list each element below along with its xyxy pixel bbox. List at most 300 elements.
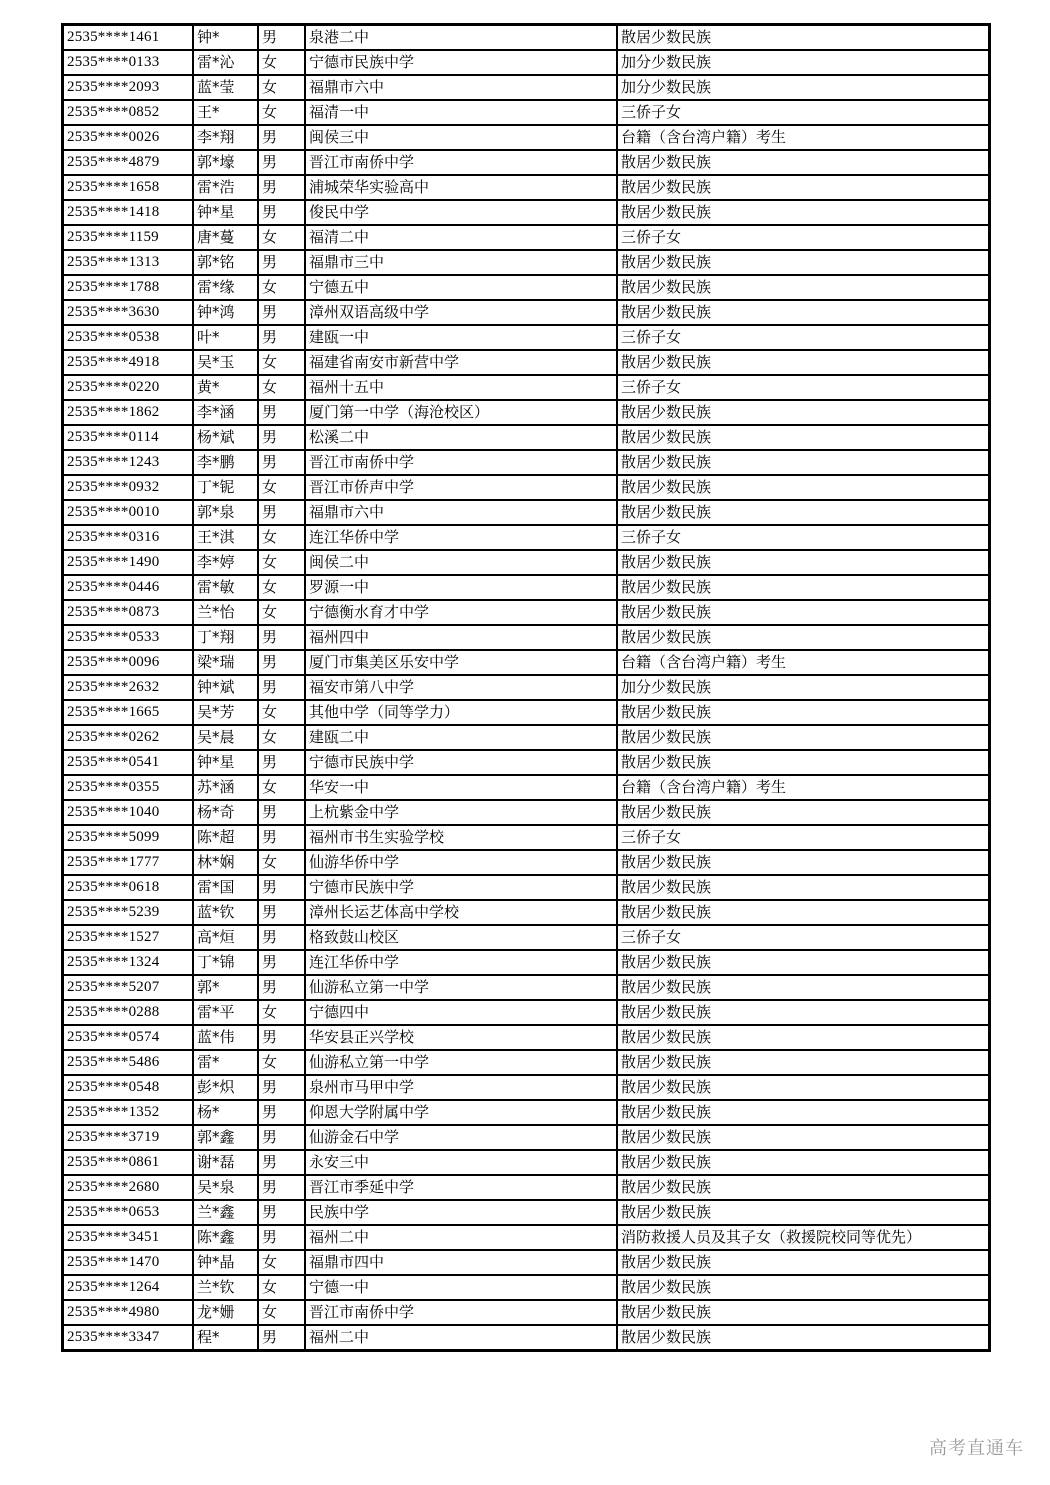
- gender-cell: 女: [258, 550, 305, 575]
- exam-id-cell: 2535****1658: [63, 175, 194, 200]
- table-row: [63, 1325, 990, 1351]
- school-cell: 福鼎市六中: [305, 75, 617, 100]
- exam-id-cell: 2535****3630: [63, 300, 194, 325]
- name-cell: 丁*翔: [193, 625, 258, 650]
- gender-cell: 女: [258, 1250, 305, 1275]
- school-cell: 浦城荣华实验高中: [305, 175, 617, 200]
- gender-cell: 男: [258, 500, 305, 525]
- name-cell: 叶*: [193, 325, 258, 350]
- school-cell: 宁德五中: [305, 275, 617, 300]
- table-row: [63, 50, 990, 75]
- school-cell: 福鼎市六中: [305, 500, 617, 525]
- category-cell: 散居少数民族: [617, 450, 990, 475]
- category-cell: 台籍（含台湾户籍）考生: [617, 775, 990, 800]
- category-cell: 散居少数民族: [617, 1100, 990, 1125]
- category-cell: 三侨子女: [617, 925, 990, 950]
- name-cell: 黄*: [193, 375, 258, 400]
- exam-id-cell: 2535****1665: [63, 700, 194, 725]
- exam-id-cell: 2535****3451: [63, 1225, 194, 1250]
- category-cell: 加分少数民族: [617, 50, 990, 75]
- name-cell: 陈*超: [193, 825, 258, 850]
- table-row: [63, 25, 990, 51]
- category-cell: 散居少数民族: [617, 875, 990, 900]
- name-cell: 丁*铌: [193, 475, 258, 500]
- name-cell: 雷*浩: [193, 175, 258, 200]
- gender-cell: 女: [258, 725, 305, 750]
- exam-id-cell: 2535****1527: [63, 925, 194, 950]
- gender-cell: 女: [258, 475, 305, 500]
- name-cell: 郭*泉: [193, 500, 258, 525]
- school-cell: 上杭紫金中学: [305, 800, 617, 825]
- category-cell: 散居少数民族: [617, 250, 990, 275]
- gender-cell: 男: [258, 25, 305, 51]
- school-cell: 福建省南安市新营中学: [305, 350, 617, 375]
- category-cell: 散居少数民族: [617, 750, 990, 775]
- category-cell: 散居少数民族: [617, 900, 990, 925]
- table-row: [63, 775, 990, 800]
- name-cell: 雷*: [193, 1050, 258, 1075]
- name-cell: 高*烜: [193, 925, 258, 950]
- category-cell: 散居少数民族: [617, 1000, 990, 1025]
- gender-cell: 男: [258, 1175, 305, 1200]
- exam-id-cell: 2535****0114: [63, 425, 194, 450]
- exam-id-cell: 2535****0861: [63, 1150, 194, 1175]
- exam-id-cell: 2535****5486: [63, 1050, 194, 1075]
- gender-cell: 男: [258, 650, 305, 675]
- name-cell: 陈*鑫: [193, 1225, 258, 1250]
- exam-id-cell: 2535****1264: [63, 1275, 194, 1300]
- exam-id-cell: 2535****2093: [63, 75, 194, 100]
- table-row: [63, 925, 990, 950]
- table-row: [63, 550, 990, 575]
- category-cell: 散居少数民族: [617, 625, 990, 650]
- table-row: [63, 1075, 990, 1100]
- name-cell: 兰*钦: [193, 1275, 258, 1300]
- school-cell: 仙游私立第一中学: [305, 1050, 617, 1075]
- table-row: [63, 525, 990, 550]
- table-row: [63, 600, 990, 625]
- exam-id-cell: 2535****0133: [63, 50, 194, 75]
- school-cell: 宁德市民族中学: [305, 750, 617, 775]
- name-cell: 杨*: [193, 1100, 258, 1125]
- gender-cell: 男: [258, 800, 305, 825]
- name-cell: 吴*泉: [193, 1175, 258, 1200]
- school-cell: 格致鼓山校区: [305, 925, 617, 950]
- table-row: [63, 375, 990, 400]
- exam-id-cell: 2535****1040: [63, 800, 194, 825]
- table-row: [63, 200, 990, 225]
- category-cell: 散居少数民族: [617, 850, 990, 875]
- exam-id-cell: 2535****5239: [63, 900, 194, 925]
- name-cell: 林*娴: [193, 850, 258, 875]
- gender-cell: 男: [258, 1125, 305, 1150]
- table-row: [63, 75, 990, 100]
- school-cell: 晋江市侨声中学: [305, 475, 617, 500]
- school-cell: 晋江市南侨中学: [305, 450, 617, 475]
- name-cell: 兰*怡: [193, 600, 258, 625]
- name-cell: 谢*磊: [193, 1150, 258, 1175]
- table-row: [63, 725, 990, 750]
- name-cell: 雷*沁: [193, 50, 258, 75]
- school-cell: 华安一中: [305, 775, 617, 800]
- gender-cell: 男: [258, 450, 305, 475]
- table-row: [63, 125, 990, 150]
- category-cell: 散居少数民族: [617, 1025, 990, 1050]
- category-cell: 散居少数民族: [617, 1075, 990, 1100]
- table-row: [63, 1275, 990, 1300]
- name-cell: 兰*鑫: [193, 1200, 258, 1225]
- category-cell: 散居少数民族: [617, 475, 990, 500]
- table-row: [63, 100, 990, 125]
- name-cell: 郭*鑫: [193, 1125, 258, 1150]
- exam-id-cell: 2535****0096: [63, 650, 194, 675]
- category-cell: 散居少数民族: [617, 975, 990, 1000]
- category-cell: 散居少数民族: [617, 150, 990, 175]
- exam-id-cell: 2535****0288: [63, 1000, 194, 1025]
- gender-cell: 男: [258, 1100, 305, 1125]
- category-cell: 散居少数民族: [617, 950, 990, 975]
- name-cell: 丁*锦: [193, 950, 258, 975]
- category-cell: 散居少数民族: [617, 500, 990, 525]
- name-cell: 蓝*莹: [193, 75, 258, 100]
- name-cell: 吴*芳: [193, 700, 258, 725]
- exam-id-cell: 2535****1490: [63, 550, 194, 575]
- student-list-table: [61, 23, 991, 1352]
- school-cell: 建瓯二中: [305, 725, 617, 750]
- name-cell: 李*翔: [193, 125, 258, 150]
- gender-cell: 男: [258, 125, 305, 150]
- exam-id-cell: 2535****2632: [63, 675, 194, 700]
- school-cell: 福州十五中: [305, 375, 617, 400]
- category-cell: 散居少数民族: [617, 25, 990, 51]
- table-row: [63, 450, 990, 475]
- table-row: [63, 250, 990, 275]
- gender-cell: 女: [258, 1300, 305, 1325]
- school-cell: 福鼎市四中: [305, 1250, 617, 1275]
- school-cell: 福鼎市三中: [305, 250, 617, 275]
- table-row: [63, 1025, 990, 1050]
- table-row: [63, 1100, 990, 1125]
- gender-cell: 男: [258, 425, 305, 450]
- gender-cell: 女: [258, 350, 305, 375]
- category-cell: 散居少数民族: [617, 1175, 990, 1200]
- school-cell: 福清一中: [305, 100, 617, 125]
- exam-id-cell: 2535****0932: [63, 475, 194, 500]
- gender-cell: 女: [258, 600, 305, 625]
- gender-cell: 男: [258, 675, 305, 700]
- gender-cell: 女: [258, 1275, 305, 1300]
- category-cell: 散居少数民族: [617, 425, 990, 450]
- gender-cell: 男: [258, 400, 305, 425]
- category-cell: 散居少数民族: [617, 725, 990, 750]
- exam-id-cell: 2535****0446: [63, 575, 194, 600]
- category-cell: 散居少数民族: [617, 400, 990, 425]
- exam-id-cell: 2535****0541: [63, 750, 194, 775]
- exam-id-cell: 2535****0010: [63, 500, 194, 525]
- school-cell: 民族中学: [305, 1200, 617, 1225]
- gender-cell: 男: [258, 750, 305, 775]
- name-cell: 杨*奇: [193, 800, 258, 825]
- category-cell: 散居少数民族: [617, 275, 990, 300]
- category-cell: 加分少数民族: [617, 75, 990, 100]
- name-cell: 程*: [193, 1325, 258, 1351]
- name-cell: 唐*蔓: [193, 225, 258, 250]
- gender-cell: 女: [258, 700, 305, 725]
- table-row: [63, 1050, 990, 1075]
- table-row: [63, 275, 990, 300]
- school-cell: 漳州长运艺体高中学校: [305, 900, 617, 925]
- category-cell: 三侨子女: [617, 325, 990, 350]
- gender-cell: 女: [258, 275, 305, 300]
- school-cell: 永安三中: [305, 1150, 617, 1175]
- category-cell: 三侨子女: [617, 100, 990, 125]
- category-cell: 散居少数民族: [617, 200, 990, 225]
- school-cell: 华安县正兴学校: [305, 1025, 617, 1050]
- exam-id-cell: 2535****0220: [63, 375, 194, 400]
- category-cell: 散居少数民族: [617, 1150, 990, 1175]
- gender-cell: 女: [258, 850, 305, 875]
- school-cell: 仰恩大学附属中学: [305, 1100, 617, 1125]
- table-row: [63, 625, 990, 650]
- exam-id-cell: 2535****0618: [63, 875, 194, 900]
- school-cell: 福州市书生实验学校: [305, 825, 617, 850]
- gender-cell: 女: [258, 375, 305, 400]
- table-row: [63, 1300, 990, 1325]
- category-cell: 散居少数民族: [617, 1275, 990, 1300]
- name-cell: 郭*壕: [193, 150, 258, 175]
- category-cell: 散居少数民族: [617, 800, 990, 825]
- category-cell: 加分少数民族: [617, 675, 990, 700]
- category-cell: 散居少数民族: [617, 1325, 990, 1351]
- school-cell: 仙游金石中学: [305, 1125, 617, 1150]
- school-cell: 晋江市季延中学: [305, 1175, 617, 1200]
- school-cell: 仙游私立第一中学: [305, 975, 617, 1000]
- table-row: [63, 950, 990, 975]
- category-cell: 散居少数民族: [617, 1300, 990, 1325]
- school-cell: 厦门第一中学（海沧校区）: [305, 400, 617, 425]
- name-cell: 雷*敏: [193, 575, 258, 600]
- category-cell: 散居少数民族: [617, 1050, 990, 1075]
- exam-id-cell: 2535****1313: [63, 250, 194, 275]
- category-cell: 散居少数民族: [617, 1125, 990, 1150]
- gender-cell: 女: [258, 50, 305, 75]
- table-row: [63, 225, 990, 250]
- gender-cell: 女: [258, 225, 305, 250]
- table-row: [63, 425, 990, 450]
- gender-cell: 男: [258, 875, 305, 900]
- gender-cell: 男: [258, 200, 305, 225]
- gender-cell: 男: [258, 900, 305, 925]
- category-cell: 台籍（含台湾户籍）考生: [617, 125, 990, 150]
- name-cell: 王*: [193, 100, 258, 125]
- table-row: [63, 175, 990, 200]
- school-cell: 罗源一中: [305, 575, 617, 600]
- gender-cell: 女: [258, 525, 305, 550]
- watermark: 高考直通车: [929, 1438, 1024, 1459]
- exam-id-cell: 2535****1324: [63, 950, 194, 975]
- table-row: [63, 750, 990, 775]
- gender-cell: 男: [258, 1325, 305, 1351]
- name-cell: 郭*: [193, 975, 258, 1000]
- gender-cell: 男: [258, 300, 305, 325]
- name-cell: 钟*星: [193, 200, 258, 225]
- table-row: [63, 150, 990, 175]
- exam-id-cell: 2535****4918: [63, 350, 194, 375]
- school-cell: 建瓯一中: [305, 325, 617, 350]
- table-row: [63, 875, 990, 900]
- table-row: [63, 675, 990, 700]
- category-cell: 散居少数民族: [617, 1200, 990, 1225]
- gender-cell: 男: [258, 925, 305, 950]
- exam-id-cell: 2535****1352: [63, 1100, 194, 1125]
- name-cell: 苏*涵: [193, 775, 258, 800]
- gender-cell: 男: [258, 1150, 305, 1175]
- table-row: [63, 350, 990, 375]
- school-cell: 泉港二中: [305, 25, 617, 51]
- exam-id-cell: 2535****3719: [63, 1125, 194, 1150]
- name-cell: 龙*姗: [193, 1300, 258, 1325]
- name-cell: 蓝*伟: [193, 1025, 258, 1050]
- category-cell: 三侨子女: [617, 225, 990, 250]
- school-cell: 俊民中学: [305, 200, 617, 225]
- exam-id-cell: 2535****1777: [63, 850, 194, 875]
- table-row: [63, 1250, 990, 1275]
- category-cell: 散居少数民族: [617, 700, 990, 725]
- school-cell: 仙游华侨中学: [305, 850, 617, 875]
- table-row: [63, 975, 990, 1000]
- school-cell: 连江华侨中学: [305, 950, 617, 975]
- school-cell: 宁德市民族中学: [305, 50, 617, 75]
- school-cell: 福州二中: [305, 1225, 617, 1250]
- exam-id-cell: 2535****5099: [63, 825, 194, 850]
- school-cell: 宁德衡水育才中学: [305, 600, 617, 625]
- gender-cell: 女: [258, 1000, 305, 1025]
- name-cell: 蓝*钦: [193, 900, 258, 925]
- category-cell: 三侨子女: [617, 825, 990, 850]
- name-cell: 梁*瑞: [193, 650, 258, 675]
- exam-id-cell: 2535****0852: [63, 100, 194, 125]
- school-cell: 福清二中: [305, 225, 617, 250]
- category-cell: 散居少数民族: [617, 600, 990, 625]
- table-row: [63, 300, 990, 325]
- category-cell: 散居少数民族: [617, 175, 990, 200]
- table-row: [63, 1200, 990, 1225]
- exam-id-cell: 2535****1461: [63, 25, 194, 51]
- exam-id-cell: 2535****1470: [63, 1250, 194, 1275]
- gender-cell: 男: [258, 1025, 305, 1050]
- name-cell: 雷*国: [193, 875, 258, 900]
- exam-id-cell: 2535****4980: [63, 1300, 194, 1325]
- gender-cell: 男: [258, 250, 305, 275]
- name-cell: 钟*: [193, 25, 258, 51]
- exam-id-cell: 2535****0873: [63, 600, 194, 625]
- table-row: [63, 1225, 990, 1250]
- table-row: [63, 1125, 990, 1150]
- gender-cell: 女: [258, 575, 305, 600]
- school-cell: 闽侯二中: [305, 550, 617, 575]
- exam-id-cell: 2535****1418: [63, 200, 194, 225]
- exam-id-cell: 2535****0316: [63, 525, 194, 550]
- school-cell: 漳州双语高级中学: [305, 300, 617, 325]
- name-cell: 李*涵: [193, 400, 258, 425]
- gender-cell: 女: [258, 1050, 305, 1075]
- school-cell: 宁德市民族中学: [305, 875, 617, 900]
- school-cell: 福安市第八中学: [305, 675, 617, 700]
- category-cell: 散居少数民族: [617, 1250, 990, 1275]
- name-cell: 雷*缘: [193, 275, 258, 300]
- exam-id-cell: 2535****1788: [63, 275, 194, 300]
- school-cell: 宁德四中: [305, 1000, 617, 1025]
- exam-id-cell: 2535****5207: [63, 975, 194, 1000]
- gender-cell: 男: [258, 150, 305, 175]
- name-cell: 王*淇: [193, 525, 258, 550]
- school-cell: 闽侯三中: [305, 125, 617, 150]
- name-cell: 钟*星: [193, 750, 258, 775]
- name-cell: 吴*玉: [193, 350, 258, 375]
- exam-id-cell: 2535****0026: [63, 125, 194, 150]
- name-cell: 李*鹏: [193, 450, 258, 475]
- gender-cell: 男: [258, 975, 305, 1000]
- table-row: [63, 825, 990, 850]
- table-row: [63, 1150, 990, 1175]
- name-cell: 钟*晶: [193, 1250, 258, 1275]
- name-cell: 李*婷: [193, 550, 258, 575]
- category-cell: 散居少数民族: [617, 300, 990, 325]
- name-cell: 钟*鸿: [193, 300, 258, 325]
- exam-id-cell: 2535****0355: [63, 775, 194, 800]
- table-row: [63, 1175, 990, 1200]
- gender-cell: 男: [258, 1200, 305, 1225]
- gender-cell: 男: [258, 825, 305, 850]
- table-body: [63, 25, 990, 1351]
- name-cell: 钟*斌: [193, 675, 258, 700]
- exam-id-cell: 2535****0548: [63, 1075, 194, 1100]
- category-cell: 散居少数民族: [617, 550, 990, 575]
- exam-id-cell: 2535****0533: [63, 625, 194, 650]
- table-row: [63, 575, 990, 600]
- table-row: [63, 700, 990, 725]
- exam-id-cell: 2535****0538: [63, 325, 194, 350]
- category-cell: 消防救援人员及其子女（救援院校同等优先）: [617, 1225, 990, 1250]
- gender-cell: 女: [258, 775, 305, 800]
- school-cell: 福州四中: [305, 625, 617, 650]
- exam-id-cell: 2535****2680: [63, 1175, 194, 1200]
- school-cell: 泉州市马甲中学: [305, 1075, 617, 1100]
- table-row: [63, 850, 990, 875]
- table-row: [63, 650, 990, 675]
- name-cell: 郭*铭: [193, 250, 258, 275]
- gender-cell: 男: [258, 950, 305, 975]
- name-cell: 雷*平: [193, 1000, 258, 1025]
- name-cell: 杨*斌: [193, 425, 258, 450]
- gender-cell: 男: [258, 1075, 305, 1100]
- category-cell: 散居少数民族: [617, 350, 990, 375]
- gender-cell: 女: [258, 75, 305, 100]
- school-cell: 晋江市南侨中学: [305, 1300, 617, 1325]
- table-row: [63, 325, 990, 350]
- table-row: [63, 400, 990, 425]
- school-cell: 晋江市南侨中学: [305, 150, 617, 175]
- exam-id-cell: 2535****0574: [63, 1025, 194, 1050]
- exam-id-cell: 2535****0653: [63, 1200, 194, 1225]
- school-cell: 福州二中: [305, 1325, 617, 1351]
- school-cell: 厦门市集美区乐安中学: [305, 650, 617, 675]
- exam-id-cell: 2535****4879: [63, 150, 194, 175]
- category-cell: 台籍（含台湾户籍）考生: [617, 650, 990, 675]
- table-row: [63, 900, 990, 925]
- table-row: [63, 500, 990, 525]
- exam-id-cell: 2535****1862: [63, 400, 194, 425]
